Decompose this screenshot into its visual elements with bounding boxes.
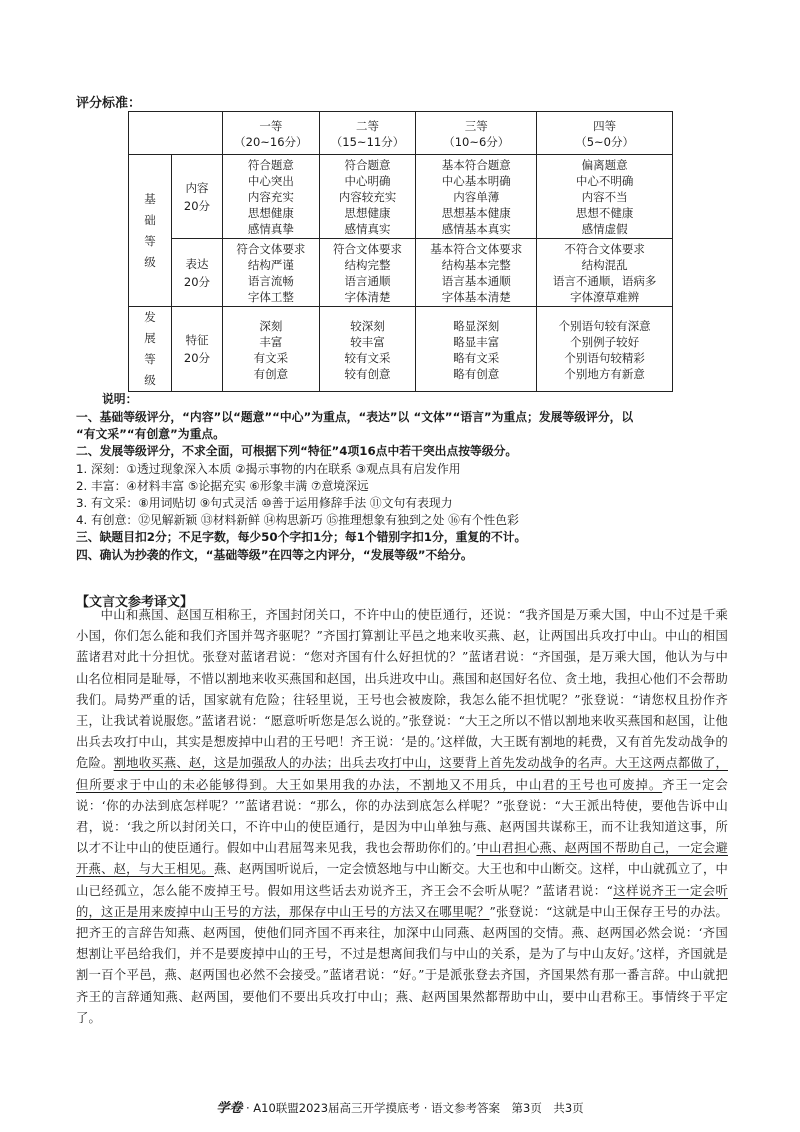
translation-title: 【文言文参考译文】 [76,595,194,610]
underlined-text-run: 这样说齐王一定会听的，这正是用来废掉中山王号的方法，那保存中山王号的方法又在哪里呢？ [76,883,728,919]
table-cell: 基本符合文体要求 结构基本完整 语言基本通顺 字体基本清楚 [416,239,537,307]
table-row [129,155,673,239]
publisher-logo: 学卷 [216,1101,243,1116]
table-cell: 略显深刻 略显丰富 略有文采 略有创意 [416,307,537,392]
basic-level-label: 基 础 等 级 [129,155,172,307]
text-run: 中山和燕国、赵国互相称王，齐国封闭关口，不许中山的使臣通行，还说：“我齐国是万乘大国，中山不过是千乘小国，你们怎么能和我们齐国并驾齐驱呢？”齐国打算割让平邑之地来收买燕、赵，让两国出兵攻打中山。中山的相国蓝诸君对此十分担忧。张登对蓝诸君说：“您对齐国有什么好担忧的？”蓝诸君说：“齐国强，是万乘大国，他认为与中山名位相同是耻辱，不惜以割地来收买燕国和赵国，出兵进攻中山。燕国和赵国好名位、贪土地，我担心他们不会帮助我们。局势严重的话，国家就有危险；往轻里说，王号也会被废除，我怎么能不担忧呢？”张登说：“请您权且扮作齐王，让我试着说服您。”蓝诸君说：“愿意听听您是怎么说的。”张登说：“大王之所以不惜以割地来收买燕国和赵国，让他出兵去攻打中山，其实是想废掉中山君的王号吧！齐王说：‘是的。’这样做，大王既有割地的耗费，又有首先发动战争的危险。 [76,608,728,771]
table-cell: 较深刻 较丰富 较有文采 较有创意 [319,307,416,392]
note-line: 三、缺题目扣2分；不足字数，每少50个字扣1分；每1个错别字扣1分，重复的不计。 [76,530,527,545]
development-level-label: 发 展 等 级 [129,307,172,392]
note-line: 四、确认为抄袭的作文，“基础等级”在四等之内评分，“发展等级”不给分。 [76,547,473,562]
grade-header: 四等 （5~0分） [537,112,673,155]
rubric-table [128,111,673,392]
table-cell: 符合文体要求 结构完整 语言通顺 字体清楚 [319,239,416,307]
note-line: 3. 有文采：⑧用词贴切 ⑨句式灵活 ⑩善于运用修辞手法 ⑪文句有表现力 [76,496,453,511]
table-cell: 不符合文体要求 结构混乱 语言不通顺，语病多 字体潦草难辨 [537,239,673,307]
table-row [129,239,673,307]
translation-paragraph [76,605,728,1029]
note-line: 一、基础等级评分，“内容”以“题意”“中心”为重点，“表达”以 “文体”“语言”为重点；发展等级评分，以 [76,410,634,424]
note-line: 二、发展等级评分，不求全面，可根据下列“特征”4项16点中若干突出点按等级分。 [76,444,518,459]
dimension-label: 特征 20分 [172,307,223,392]
text-run: ”张登说：“这就是中山王保存王号的办法。把齐王的言辞告知燕、赵两国，使他们同齐国不再来往，加深中山同燕、赵两国的交情。燕、赵两国必然会说：‘齐国想割让平邑给我们，并不是要废掉中山的王号，不过是想离间我们与中山的关系，是为了与中山友好。’这样，齐国就是割一百个平邑，燕、赵两国也必然不会接受。”蓝诸君说：“好。”于是派张登去齐国，齐国果然有那一番言辞。中山就把齐王的言辞通知燕、赵两国，要他们不要出兵攻打中山；燕、赵两国果然都帮助中山，要中山君称王。事情终于平定了。 [76,904,728,1025]
page-title: 评分标准： [76,96,142,111]
table-cell: 符合题意 中心明确 内容较充实 思想健康 感情真实 [319,155,416,239]
table-cell: 深刻 丰富 有文采 有创意 [223,307,320,392]
table-corner-cell [129,112,223,155]
note-line: 4. 有创意：⑫见解新颖 ⑬材料新鲜 ⑭构思新巧 ⑮推理想象有独到之处 ⑯有个性色彩 [76,513,519,528]
dimension-label: 表达 20分 [172,239,223,307]
page-footer [0,1097,800,1116]
table-header-row [129,112,673,155]
underlined-text-run: 割地收买燕、赵，这是加强敌人的办法；出兵去攻打中山，这要背上首先发动战争的名声。大王这两点都做了，但所要求于中山的未必能够得到。大王如果用我的办法，不割地又不用兵，中山君的王号也可废掉。 [76,756,728,792]
table-cell: 符合题意 中心突出 内容充实 思想健康 感情真挚 [223,155,320,239]
text-run: 齐王一定会说：‘你的办法到底怎样呢？’”蓝诸君说：“那么，你的办法到底怎么样呢？”张登说：“大王派出特使，要他告诉中山君，说：‘我之所以封闭关口，不许中山的使臣通行，是因为中山单独与燕、赵两国共谋称王，而不让我知道这事，所以才不让中山的使臣通行。假如中山君屈驾来见我，我也会帮助你们的。’ [76,777,728,856]
translation-body [76,605,728,1029]
table-cell: 符合文体要求 结构严谨 语言流畅 字体工整 [223,239,320,307]
note-line: 2. 丰富：④材料丰富 ⑤论据充实 ⑥形象丰满 ⑦意境深远 [76,478,369,493]
note-line: 1. 深刻：①透过现象深入本质 ②揭示事物的内在联系 ③观点具有启发作用 [76,461,461,476]
underlined-text-run: 中山君担心燕、赵两国不帮助自己，一定会避开燕、赵，与大王相见。 [76,841,728,877]
notes-section [76,390,736,564]
table-cell: 基本符合题意 中心基本明确 内容单薄 思想基本健康 感情基本真实 [416,155,537,239]
note-line: “有文采”“有创意”为重点。 [76,427,225,442]
footer-text: · A10联盟2023届高三开学摸底考 · 语文参考答案 第3页 共3页 [245,1101,584,1115]
table-cell: 偏离题意 中心不明确 内容不当 思想不健康 感情虚假 [537,155,673,239]
table-cell: 个别语句较有深意 个别例子较好 个别语句较精彩 个别地方有新意 [537,307,673,392]
dimension-label: 内容 20分 [172,155,223,239]
table-row [129,307,673,392]
grade-header: 三等 （10~6分） [416,112,537,155]
text-run: 燕、赵两国听说后，一定会愤怒地与中山断交。大王也和中山断交。这样，中山就孤立了，中山已经孤立，怎么能不废掉王号。假如用这些话去劝说齐王，齐王会不会听从呢？”蓝诸君说：“ [76,862,729,898]
grade-header: 一等 （20~16分） [223,112,320,155]
notes-heading: 说明： [102,392,138,406]
grade-header: 二等 （15~11分） [319,112,416,155]
